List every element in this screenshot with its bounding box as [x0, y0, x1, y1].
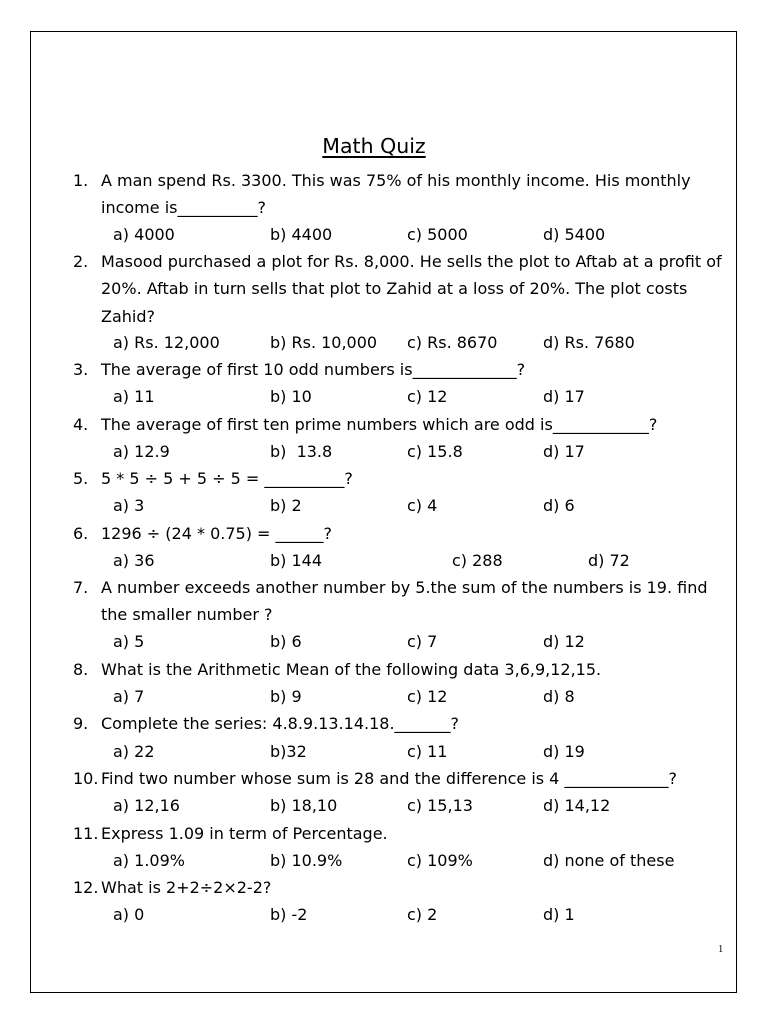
option-c: c) 12: [407, 687, 448, 706]
question-4: [73, 411, 728, 438]
option-d: d) Rs. 7680: [543, 333, 635, 352]
option-a: a) 12,16: [113, 796, 180, 815]
question-number: 11.: [73, 824, 99, 843]
question-text: A man spend Rs. 3300. This was 75% of his monthly income. His monthly income is__________?: [101, 171, 691, 218]
question-text: 5 * 5 ÷ 5 + 5 ÷ 5 = __________?: [101, 469, 353, 488]
option-a: a) 3: [113, 496, 145, 515]
option-b: b) 18,10: [270, 796, 338, 815]
question-10: [73, 765, 728, 792]
question-12: [73, 874, 728, 901]
question-8: [73, 656, 728, 683]
question-number: 6.: [73, 524, 89, 543]
option-d: d) 14,12: [543, 796, 611, 815]
question-text: A number exceeds another number by 5.the sum of the numbers is 19. find the smaller number ?: [101, 578, 708, 625]
option-a: a) 12.9: [113, 442, 170, 461]
question-2: [73, 248, 728, 330]
question-text: 1296 ÷ (24 * 0.75) = ______?: [101, 524, 333, 543]
question-7: [73, 574, 728, 629]
question-1: [73, 167, 728, 222]
page-title: Math Quiz: [322, 134, 426, 158]
question-number: 3.: [73, 360, 89, 379]
option-d: d) 72: [588, 551, 630, 570]
option-b: b) 10: [270, 387, 312, 406]
option-c: c) 288: [452, 551, 503, 570]
question-text: Express 1.09 in term of Percentage.: [101, 824, 388, 843]
question-9: [73, 710, 728, 737]
page-number: 1: [718, 944, 724, 955]
option-c: c) Rs. 8670: [407, 333, 498, 352]
option-c: c) 11: [407, 742, 448, 761]
option-b: b) -2: [270, 905, 308, 924]
option-c: c) 7: [407, 632, 438, 651]
option-d: d) none of these: [543, 851, 675, 870]
option-a: a) 22: [113, 742, 155, 761]
question-number: 9.: [73, 714, 89, 733]
question-5: [73, 465, 728, 492]
option-c: c) 109%: [407, 851, 473, 870]
option-b: b) 2: [270, 496, 302, 515]
option-d: d) 19: [543, 742, 585, 761]
option-d: d) 5400: [543, 225, 606, 244]
option-a: a) 7: [113, 687, 145, 706]
option-a: a) 0: [113, 905, 145, 924]
option-c: c) 15,13: [407, 796, 473, 815]
option-a: a) 1.09%: [113, 851, 185, 870]
question-number: 12.: [73, 878, 99, 897]
option-d: d) 12: [543, 632, 585, 651]
question-text: Find two number whose sum is 28 and the difference is 4 _____________?: [101, 769, 677, 788]
option-b: b) 6: [270, 632, 302, 651]
question-text: What is 2+2÷2×2-2?: [101, 878, 272, 897]
question-6: [73, 520, 728, 547]
option-b: b) 9: [270, 687, 302, 706]
question-number: 2.: [73, 252, 89, 271]
question-number: 5.: [73, 469, 89, 488]
option-b: b) Rs. 10,000: [270, 333, 378, 352]
question-text: The average of first 10 odd numbers is_____________?: [101, 360, 526, 379]
question-11: [73, 820, 728, 847]
option-c: c) 4: [407, 496, 438, 515]
option-d: d) 6: [543, 496, 575, 515]
question-text: What is the Arithmetic Mean of the following data 3,6,9,12,15.: [101, 660, 602, 679]
option-a: a) 4000: [113, 225, 175, 244]
option-b: b) 13.8: [270, 442, 333, 461]
option-d: d) 8: [543, 687, 575, 706]
option-b: b)32: [270, 742, 307, 761]
option-b: b) 144: [270, 551, 323, 570]
option-c: c) 12: [407, 387, 448, 406]
option-a: a) Rs. 12,000: [113, 333, 220, 352]
option-c: c) 2: [407, 905, 438, 924]
option-d: d) 1: [543, 905, 575, 924]
question-3: [73, 356, 728, 383]
option-d: d) 17: [543, 442, 585, 461]
option-b: b) 4400: [270, 225, 333, 244]
question-number: 10.: [73, 769, 99, 788]
option-c: c) 15.8: [407, 442, 463, 461]
question-number: 4.: [73, 415, 89, 434]
option-b: b) 10.9%: [270, 851, 343, 870]
question-number: 1.: [73, 171, 89, 190]
option-a: a) 5: [113, 632, 145, 651]
question-number: 7.: [73, 578, 89, 597]
question-number: 8.: [73, 660, 89, 679]
option-d: d) 17: [543, 387, 585, 406]
option-c: c) 5000: [407, 225, 468, 244]
option-a: a) 36: [113, 551, 155, 570]
option-a: a) 11: [113, 387, 155, 406]
question-text: Complete the series: 4.8.9.13.14.18._______?: [101, 714, 460, 733]
question-text: Masood purchased a plot for Rs. 8,000. He sells the plot to Aftab at a profit of 20%. Aftab in turn sells that plot to Zahid at a loss of 20%. The plot costs Zahid?: [101, 252, 722, 326]
question-text: The average of first ten prime numbers which are odd is____________?: [101, 415, 658, 434]
